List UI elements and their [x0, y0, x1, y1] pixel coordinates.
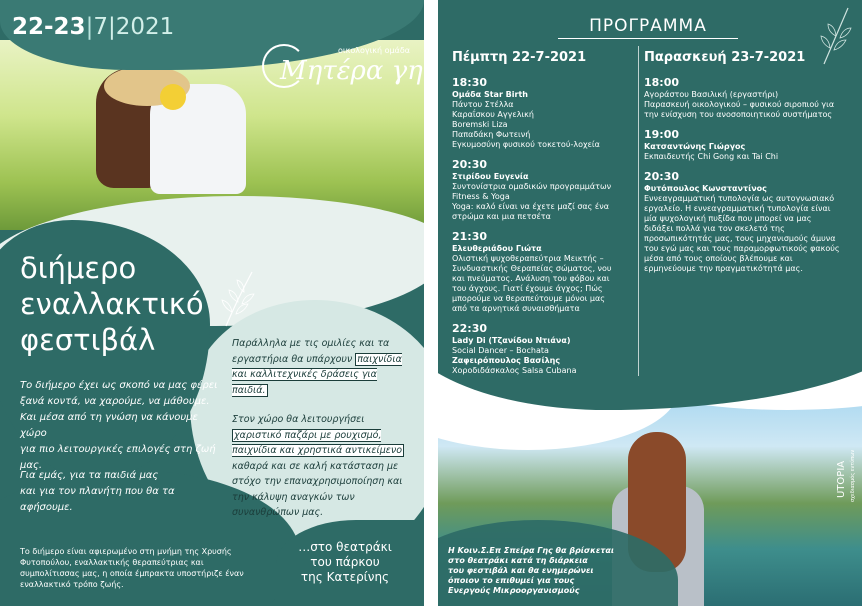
slot-time: 18:30 — [452, 76, 488, 89]
speaker-name: Κατσαντώνης Γιώργος — [644, 142, 746, 151]
venue-line: του πάρκου — [310, 555, 380, 569]
slot-time: 19:00 — [644, 128, 680, 141]
title-line-3: φεστιβάλ — [20, 323, 156, 357]
designer-brand: UTOPIA — [836, 460, 847, 498]
speaker-name: Ελευθεριάδου Γιώτα — [452, 244, 542, 253]
slot-description: μπορούμε να θεραπεύτουμε μόνοι μας — [452, 294, 605, 303]
festival-poster-left — [0, 0, 424, 606]
activities-paragraph — [232, 336, 412, 521]
festival-date: 22-23|7|2021 — [12, 14, 175, 40]
logo-subtitle: οικολογική ομάδα — [338, 46, 411, 55]
slot-time: 18:00 — [644, 76, 680, 89]
sunflower-icon — [160, 84, 186, 110]
slot-description: Παπαδάκη Φωτεινή — [452, 130, 531, 139]
program-title: ΠΡΟΓΡΑΜΜΑ — [589, 16, 707, 36]
slot-description: Boremski Liza — [452, 120, 508, 129]
venue-text — [282, 540, 408, 585]
speaker-name: Στιρίδου Ευγενία — [452, 172, 529, 181]
slot-description: προσωπικότητάς μας, τους μηχανισμούς άμυνα — [644, 234, 836, 243]
title-line-1: διήμερο — [20, 251, 137, 285]
day1-schedule — [452, 68, 634, 376]
caption-line: όποιον το επιθυμεί για τους — [448, 576, 575, 585]
festival-poster-right — [438, 0, 862, 606]
closing-line: Για εμάς, για τα παιδιά μας — [20, 470, 159, 481]
slot-description: Παρασκευή οικολογικού – φυσικού σιροπιού για — [644, 100, 835, 109]
slot-description: Ολιστική ψυχοθεραπεύτρια Μεικτής – — [452, 254, 604, 263]
slot-description: μέσα από τους οποίους βλέπουμε και — [644, 254, 793, 263]
column-divider — [638, 46, 639, 376]
slot-description: την ενίσχυση του ανοσοποιητικού συστήματος — [644, 110, 833, 119]
slot-description: και πνεύματος. Ανάλυση του φόβου και — [452, 274, 610, 283]
speaker-name: Lady Di (Τζανίδου Ντιάνα) — [452, 336, 571, 345]
bazaar-text: Στον χώρο θα λειτουργήσει χαριστικό παζάρι με ρουχισμό, παιχνίδια και χρηστικά αντικείμενο καθαρά και σε καλή κατάσταση με στόχο την επαναχρησιμοποίηση και την κάλυψη αναγκών των συνανθρώπων μας. — [232, 414, 403, 518]
kids-activities-text: Παράλληλα με τις ομιλίες και τα εργαστήρια θα υπάρχουν παιχνίδια και καλλιτεχνικές δράσεις για παιδιά. — [232, 338, 402, 396]
designer-brand-sub: σχεδιασμός εντύπων — [850, 449, 856, 502]
slot-time: 21:30 — [452, 230, 488, 243]
slot-description: στρώμα και μια πετσέτα — [452, 212, 551, 221]
slot-description: του άγχους. Γιατί έχουμε άγχος; Πώς — [452, 284, 603, 293]
slot-description: Συντονίστρια ομαδικών προγραμμάτων — [452, 182, 612, 191]
slot-description: Fitness & Yoga — [452, 192, 510, 201]
title-line-2: εναλλακτικό — [20, 287, 204, 321]
slot-time: 22:30 — [452, 322, 488, 335]
venue-line: …στο θεατράκι — [298, 540, 392, 554]
slot-description: μία ψυχολογική πυξίδα που μπορεί να μας — [644, 214, 812, 223]
intro-line: για πιο λειτουργικές επιλογές στη ζωή μας. — [20, 444, 216, 471]
slot-description: Αγοράστου Βασιλική (εργαστήρι) — [644, 90, 779, 99]
title-underline — [558, 38, 738, 39]
slot-description: Καραΐσκου Αγγελική — [452, 110, 534, 119]
caption-line: στο θεατράκι κατά τη διάρκεια — [448, 556, 588, 565]
highlight-kids: παιχνίδια και καλλιτεχνικές δράσεις για παιδιά. — [232, 353, 402, 396]
slot-description: Χοροδιδάσκαλος Salsa Cubana — [452, 366, 577, 375]
slot-description: από τα αρνητικά συναισθήματα — [452, 304, 580, 313]
speaker-name: Φυτόπουλος Κωνσταντίνος — [644, 184, 767, 193]
slot-description: Εκπαιδευτής Chi Gong και Tai Chi — [644, 152, 779, 161]
slot-description: ερμηνεύουμε την πραγματικότητά μας. — [644, 264, 803, 273]
day2-schedule — [644, 68, 856, 274]
slot-description: Εννεαγραμματική τυπολογία ως αυτογνωσιακό — [644, 194, 835, 203]
intro-line: ξανά κοντά, να χαρούμε, να μάθουμε. — [20, 396, 210, 407]
highlight-bazaar: χαριστικό παζάρι με ρουχισμό, παιχνίδια και χρηστικά αντικείμενο — [232, 429, 403, 456]
slot-time: 20:30 — [644, 170, 680, 183]
intro-line: Και μέσα από τη γνώση να κάνουμε χώρο — [20, 412, 198, 439]
speaker-name: Ζαφειρόπουλος Βασίλης — [452, 356, 561, 365]
closing-paragraph — [20, 468, 230, 516]
day1-heading: Πέμπτη 22-7-2021 — [452, 50, 587, 65]
slot-description: Εγκυμοσύνη φυσικού τοκετού-λοχεία — [452, 140, 600, 149]
intro-line: Το διήμερο έχει ως σκοπό να μας φέρει — [20, 380, 218, 391]
slot-description: Πάντου Στέλλα — [452, 100, 514, 109]
caption-line: Η Κοιν.Σ.Επ Σπείρα Γης θα βρίσκεται — [448, 546, 614, 555]
leaf-branch-icon — [818, 6, 854, 66]
slot-description: Social Dancer – Bochata — [452, 346, 549, 355]
slot-description: εργαλείο. Η εννεαγραμματική τυπολογία είναι — [644, 204, 831, 213]
slot-description: διδάξει πολλά για τον σκελετό της — [644, 224, 785, 233]
logo-name: Μητέρα γη — [280, 56, 423, 86]
intro-paragraph — [20, 378, 220, 474]
caption-line: Ενεργούς Μικροοργανισμούς — [448, 586, 580, 595]
memorial-note: Το διήμερο είναι αφιερωμένο στη μνήμη της Χρυσής Φυτοπούλου, εναλλακτικής θεραπεύτριας και συμπολίτισσας μας, η οποία έμπρακτα υποστήριζε έναν εναλλακτικό τρόπο ζωής. — [20, 547, 244, 589]
slot-description: του εγώ μας και τους παραμορφωτικούς φακούς — [644, 244, 840, 253]
caption-line: του φεστιβάλ και θα ενημερώνει — [448, 566, 594, 575]
leaf-branch-icon — [218, 268, 258, 328]
festival-title — [20, 250, 204, 358]
slot-description: Συνδυαστικής Θεραπείας σώματος, νου — [452, 264, 612, 273]
caption-text — [448, 546, 648, 596]
speaker-name: Ομάδα Star Birth — [452, 90, 528, 99]
slot-time: 20:30 — [452, 158, 488, 171]
venue-line: της Κατερίνης — [300, 570, 390, 584]
day2-heading: Παρασκευή 23-7-2021 — [644, 50, 806, 65]
closing-line: και για τον πλανήτη που θα τα αφήσουμε. — [20, 486, 175, 513]
slot-description: Yoga: καλό είναι να έχετε μαζί σας ένα — [452, 202, 609, 211]
